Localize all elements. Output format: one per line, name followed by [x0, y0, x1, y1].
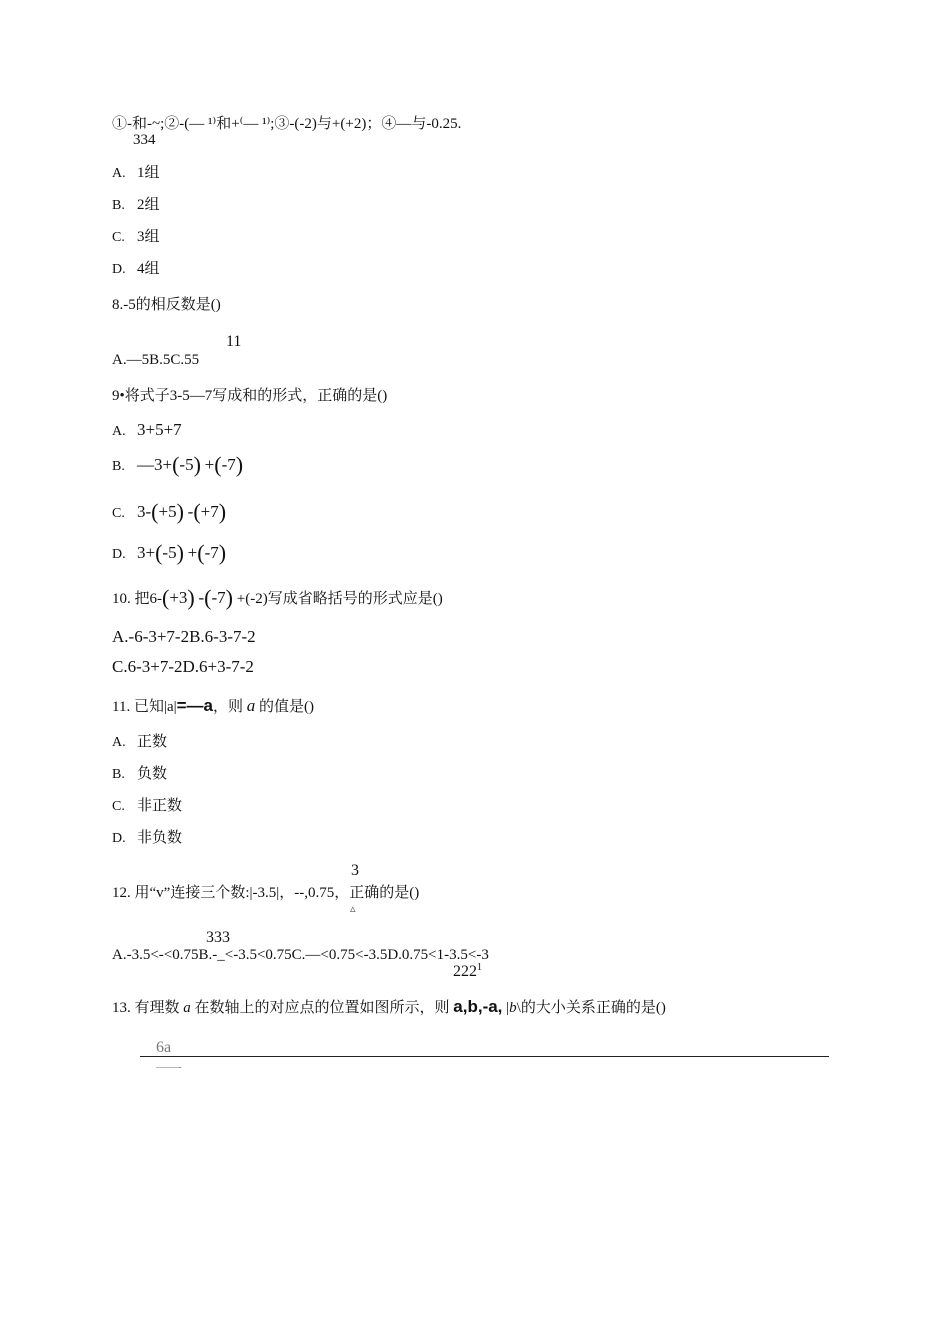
stem-part: ，则	[213, 699, 244, 715]
option-part: 3-	[137, 502, 152, 521]
right-paren: )	[235, 452, 244, 477]
option-label: D.	[112, 262, 126, 277]
right-paren: )	[187, 585, 195, 610]
stem-part: a,b,-a,	[453, 997, 503, 1016]
stem-part: |	[506, 1000, 510, 1016]
stem-part: +3	[169, 588, 188, 607]
right-paren: )	[218, 540, 227, 565]
option-part: +7	[200, 502, 219, 521]
option-part: +	[187, 543, 198, 562]
option-part: -	[187, 502, 194, 521]
q7-option-d[interactable]	[112, 260, 160, 279]
option-label: D.	[112, 831, 126, 846]
stem-part: -	[198, 588, 205, 607]
q11-option-d[interactable]	[112, 829, 182, 848]
option-text: 非正数	[137, 798, 183, 814]
option-label: B.	[112, 767, 125, 782]
option-text: 非负数	[137, 830, 183, 846]
option-part: -5	[179, 455, 194, 474]
q11-option-b[interactable]	[112, 765, 167, 784]
stem-part: 的值是()	[259, 699, 315, 715]
q7-option-c[interactable]	[112, 228, 160, 247]
left-paren: (	[151, 499, 159, 524]
left-paren: (	[197, 540, 205, 565]
left-paren: (	[214, 452, 222, 477]
option-part: -7	[204, 543, 219, 562]
stem-part: =—a	[176, 696, 213, 715]
q12-mark: ▵	[350, 903, 356, 915]
option-part: +	[204, 455, 215, 474]
q11-option-c[interactable]	[112, 797, 182, 816]
q8-fraction-numerators: 11	[226, 333, 242, 350]
stem-part: \的大小关系正确的是()	[516, 1000, 666, 1016]
stem-variable: a	[246, 696, 256, 715]
left-paren: (	[204, 585, 212, 610]
option-part: +5	[158, 502, 177, 521]
q12-numerators: 333	[206, 929, 230, 946]
left-paren: (	[155, 540, 163, 565]
number-line	[140, 1056, 829, 1057]
q11-option-a[interactable]	[112, 733, 167, 752]
q13-stem	[112, 998, 666, 1017]
option-label: C.	[112, 799, 125, 814]
option-label: D.	[112, 547, 126, 562]
number-line-label: 6a	[156, 1039, 172, 1056]
q9-option-d[interactable]	[112, 540, 227, 565]
option-text: 3+5+7	[137, 420, 182, 439]
right-paren: )	[225, 585, 233, 610]
q9-option-c[interactable]	[112, 499, 227, 524]
option-part: -7	[221, 455, 236, 474]
q12-fraction-numerator: 3	[351, 862, 359, 879]
option-text: 3组	[137, 229, 160, 245]
option-text: 2组	[137, 197, 160, 213]
q7-denominators: 334	[133, 132, 156, 148]
option-label: B.	[112, 198, 125, 213]
option-label: A.	[112, 735, 126, 750]
option-label: C.	[112, 506, 125, 521]
left-paren: (	[172, 452, 180, 477]
stem-variable: b	[509, 1000, 517, 1016]
number-line-tick: ——-	[156, 1061, 182, 1073]
q8-answer-line[interactable]: A.—5B.5C.55	[112, 352, 200, 368]
q10-options-line-2[interactable]: C.6-3+7-2D.6+3-7-2	[112, 657, 254, 676]
right-paren: )	[176, 540, 184, 565]
q7-option-b[interactable]	[112, 196, 160, 215]
option-text: 负数	[137, 766, 168, 782]
q12-stem: 12. 用“v”连接三个数:|-3.5|，--,0.75，正确的是()	[112, 885, 420, 901]
stem-part: 在数轴上的对应点的位置如图所示，则	[194, 1000, 450, 1016]
q12-denominators	[453, 962, 482, 981]
q12-answer-line[interactable]: A.-3.5<-<0.75B.-_<-3.5<0.75C.—<0.75<-3.5D.0.75<1-3.5<-3	[112, 947, 489, 963]
left-paren: (	[162, 585, 170, 610]
denominator-digits: 222	[453, 963, 477, 980]
option-part: —3+	[137, 455, 173, 474]
option-part: -5	[162, 543, 177, 562]
option-label: A.	[112, 424, 126, 439]
option-text: 正数	[137, 734, 168, 750]
stem-part: -7	[211, 588, 226, 607]
q7-statement: ①-和-~;②-(— ¹⁾和+⁽— ¹⁾;③-(-2)与+(+2)；④—与-0.25.	[112, 116, 462, 132]
right-paren: )	[193, 452, 201, 477]
option-text: 4组	[137, 261, 160, 277]
option-label: B.	[112, 459, 125, 474]
q9-option-b[interactable]	[112, 452, 244, 477]
q7-option-a[interactable]	[112, 164, 160, 183]
stem-part: 11. 已知|a|	[112, 699, 177, 715]
q10-options-line-1[interactable]: A.-6-3+7-2B.6-3-7-2	[112, 627, 256, 646]
q9-stem: 9•将式子3-5—7写成和的形式，正确的是()	[112, 388, 388, 404]
stem-variable: a	[183, 1000, 191, 1016]
q9-option-a[interactable]	[112, 421, 182, 441]
option-text: 1组	[137, 165, 160, 181]
left-paren: (	[193, 499, 201, 524]
q10-stem	[112, 585, 443, 610]
stem-part: 13. 有理数	[112, 1000, 180, 1016]
option-part: 3+	[137, 543, 156, 562]
stem-part: 10. 把6-	[112, 591, 162, 607]
right-paren: )	[176, 499, 184, 524]
option-label: C.	[112, 230, 125, 245]
stem-part: +(-2)写成省略括号的形式应是()	[236, 591, 443, 607]
q8-stem: 8.-5的相反数是()	[112, 297, 221, 313]
superscript: 1	[477, 962, 482, 973]
option-label: A.	[112, 166, 126, 181]
right-paren: )	[218, 499, 227, 524]
q11-stem	[112, 697, 314, 716]
